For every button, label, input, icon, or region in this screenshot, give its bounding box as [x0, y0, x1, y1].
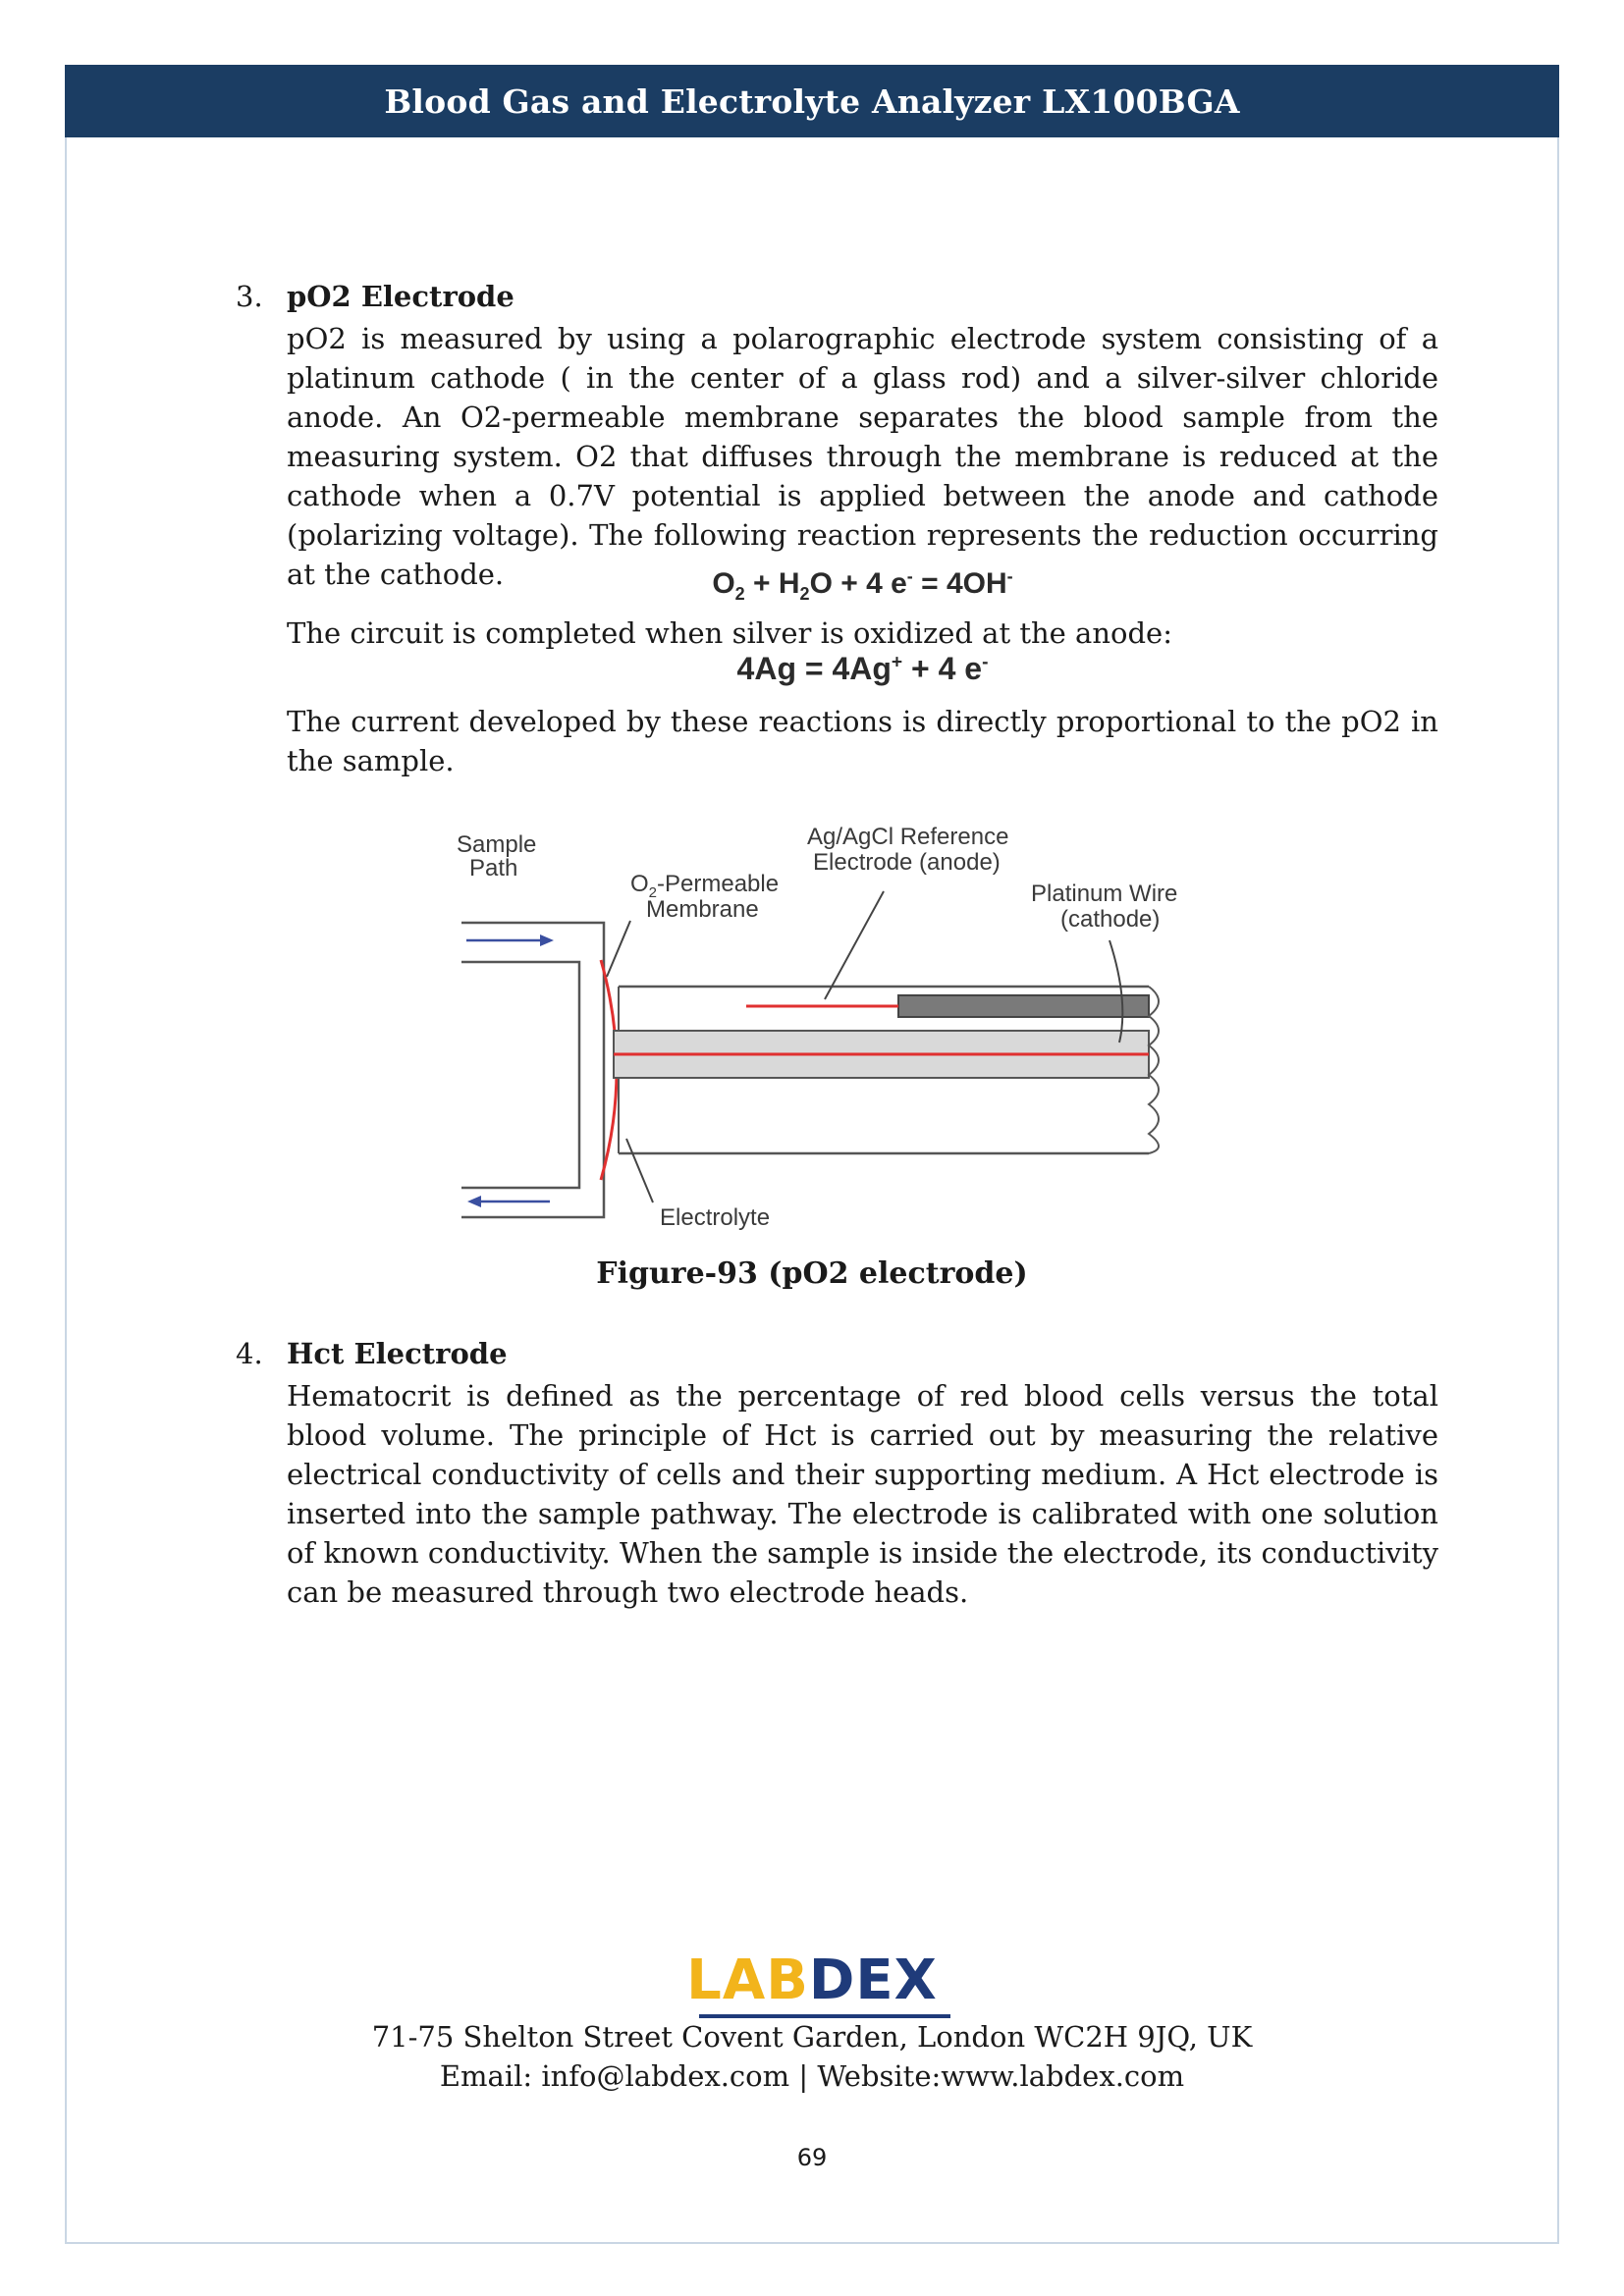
- label-sample-path: Path: [469, 855, 518, 881]
- po2-electrode-figure: [422, 815, 1198, 1247]
- section-number: 3.: [236, 280, 263, 313]
- anode-rod: [898, 995, 1149, 1017]
- section-number: 4.: [236, 1337, 263, 1370]
- sample-path-inner-wall: [461, 962, 579, 1188]
- section-po2-electrode: [236, 280, 1438, 790]
- label-electrolyte: Electrolyte: [660, 1204, 771, 1231]
- footer-contact: Email: info@labdex.com | Website:www.labdex.com: [439, 2059, 1185, 2093]
- leader-membrane: [607, 921, 630, 977]
- section-paragraph: The current developed by these reactions is directly proportional to the pO2 in the sample.: [287, 705, 1438, 777]
- footer-address: 71-75 Shelton Street Covent Garden, London WC2H 9JQ, UK: [371, 2020, 1253, 2054]
- arrow-icon: [467, 1196, 481, 1207]
- equation-anode-oxidation: 4Ag = 4Ag+ + 4 e-: [736, 651, 989, 686]
- po2-electrode-diagram: [422, 815, 1198, 1247]
- section-paragraph: The circuit is completed when silver is oxidized at the anode:: [287, 616, 1172, 650]
- label-reference: Ag/AgCl Reference: [807, 824, 1009, 850]
- header-bar: [65, 65, 1559, 137]
- section-paragraph: Hematocrit is defined as the percentage of red blood cells versus the total blood volume. The principle of Hct is carried out by measuring the relative electrical conductivity of cells and their supporting medium. A Hct electrode is inserted into the sample pathway. The electrode is calibrated with one solution of known conductivity. When the sample is inside the electrode, its conductivity can be measured through two electrode heads.: [287, 1379, 1438, 1609]
- label-platinum: (cathode): [1060, 906, 1161, 933]
- leader-reference: [825, 891, 884, 999]
- section-title: pO2 Electrode: [287, 280, 514, 313]
- label-membrane: $O_2$-Permeable: [630, 871, 780, 901]
- section-hct-electrode: [236, 1337, 1438, 1631]
- section-paragraph: pO2 is measured by using a polarographic electrode system consisting of a platinum cathode ( in the center of a glass rod) and a silver-silver chloride anode. An O2-permeable membrane separates the blood sample from the measuring system. O2 that diffuses through the membrane is reduced at the cathode when a 0.7V potential is applied between the anode and cathode (polarizing voltage). The following reaction represents the reduction occurring at the cathode.: [287, 322, 1438, 591]
- section-title: Hct Electrode: [287, 1337, 508, 1370]
- logo-underline: [699, 2014, 950, 2018]
- header-title: Blood Gas and Electrolyte Analyzer LX100BGA: [384, 81, 1240, 121]
- labdex-logo: LABDEX: [686, 1949, 938, 2012]
- label-platinum: Platinum Wire: [1031, 881, 1178, 907]
- label-reference: Electrode (anode): [813, 849, 1001, 876]
- arrow-icon: [540, 934, 554, 946]
- label-membrane: Membrane: [646, 896, 759, 923]
- equation-cathode-reduction: $O_2 + H_2O + 4$ e- = 4OH-: [712, 566, 1013, 604]
- leader-electrolyte: [626, 1139, 653, 1202]
- figure-caption: Figure-93 (pO2 electrode): [596, 1256, 1028, 1291]
- leader-platinum: [1110, 940, 1122, 1042]
- break-line: [1149, 987, 1159, 1153]
- sample-path-wall: [461, 923, 604, 1217]
- label-sample-path: Sample: [457, 831, 537, 858]
- page-number: 69: [796, 2144, 828, 2171]
